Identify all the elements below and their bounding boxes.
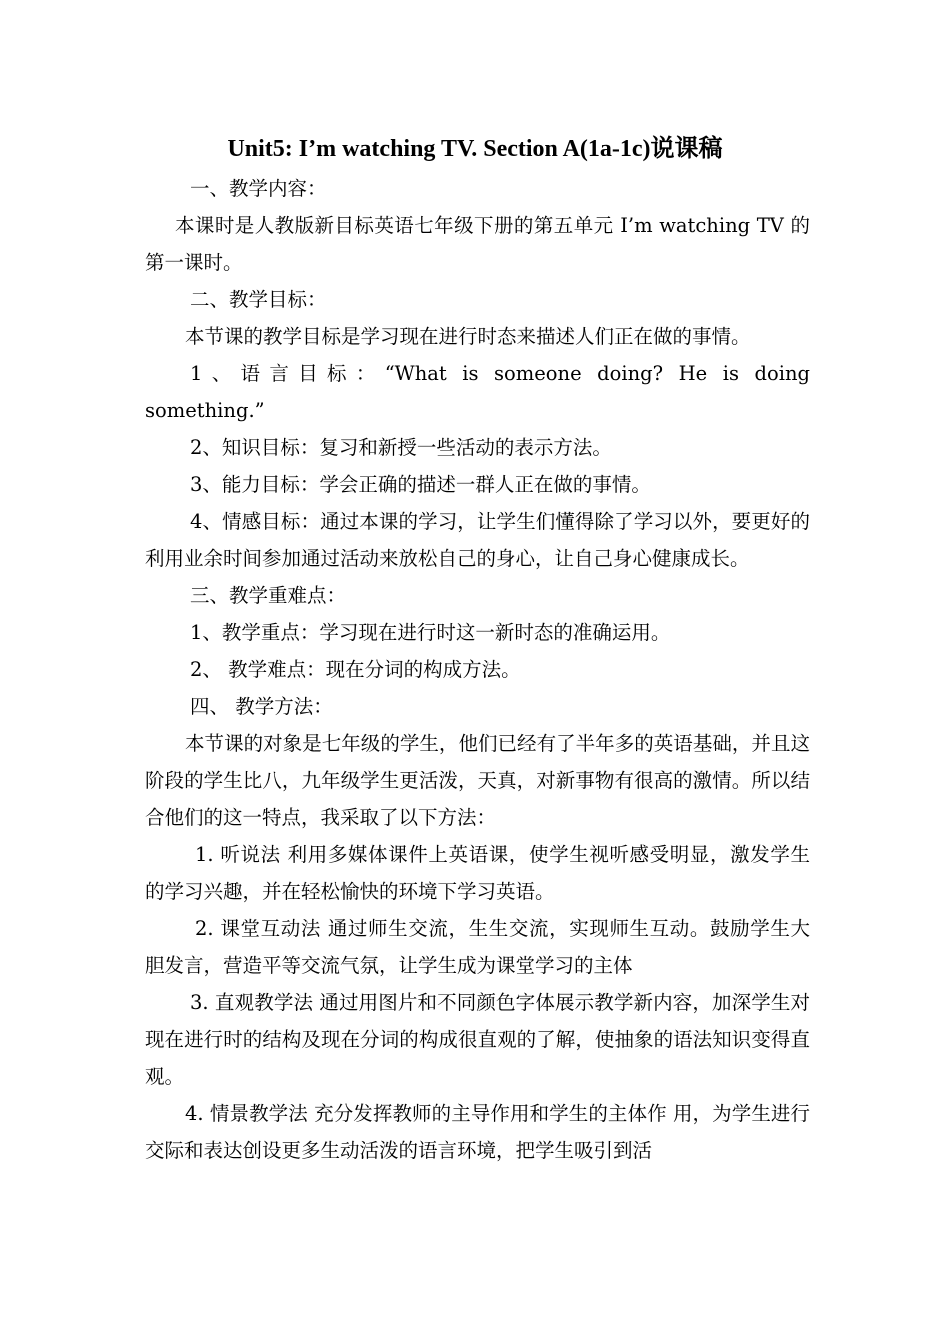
list-item-method-visual-teaching: 3. 直观教学法 通过用图片和不同颜色字体展示教学新内容，加深学生对现在进行时的结构及现在分词的构成很直观的了解，使抽象的语法知识变得直观。	[145, 991, 810, 1088]
list-item-emotion-goal: 4、情感目标：通过本课的学习，让学生们懂得除了学习以外，要更好的利用业余时间参加通过活动来放松自己的身心，让自己身心健康成长。	[145, 510, 810, 570]
list-item-difficult-point: 2、 教学难点：现在分词的构成方法。	[190, 658, 521, 681]
paragraph-lesson-intro: 本课时是人教版新目标英语七年级下册的第五单元 I’m watching TV 的第一课时。	[145, 214, 810, 274]
list-item-method-classroom-interaction: 2. 课堂互动法 通过师生交流，生生交流，实现师生互动。鼓励学生大胆发言，营造平等交流气氛，让学生成为课堂学习的主体	[145, 917, 810, 977]
document-title: Unit5: I’m watching TV. Section A(1a-1c)说课稿	[227, 136, 723, 162]
section-heading-key-points: 三、教学重难点：	[190, 584, 347, 607]
list-item-method-listening-speaking: 1. 听说法 利用多媒体课件上英语课，使学生视听感受明显，激发学生的学习兴趣，并在轻松愉快的环境下学习英语。	[145, 843, 810, 903]
paragraph-goal-summary: 本节课的教学目标是学习现在进行时态来描述人们正在做的事情。	[185, 325, 751, 348]
list-item-language-goal: 1、语言目标：“What is someone doing? He is doing something.”	[145, 362, 810, 422]
list-item-key-point: 1、教学重点：学习现在进行时这一新时态的准确运用。	[190, 621, 671, 644]
document-body	[145, 170, 810, 1169]
paragraph-student-profile: 本节课的对象是七年级的学生，他们已经有了半年多的英语基础，并且这阶段的学生比八，九年级学生更活泼，天真，对新事物有很高的激情。所以结合他们的这一特点，我采取了以下方法：	[145, 732, 810, 829]
section-heading-teaching-goals: 二、教学目标：	[190, 288, 327, 311]
list-item-knowledge-goal: 2、知识目标：复习和新授一些活动的表示方法。	[190, 436, 612, 459]
list-item-method-situational-teaching: 4. 情景教学法 充分发挥教师的主导作用和学生的主体作 用，为学生进行交际和表达创设更多生动活泼的语言环境，把学生吸引到活	[145, 1102, 810, 1162]
section-heading-teaching-methods: 四、 教学方法：	[190, 695, 333, 718]
list-item-ability-goal: 3、能力目标：学会正确的描述一群人正在做的事情。	[190, 473, 651, 496]
section-heading-teaching-content: 一、教学内容：	[190, 177, 327, 200]
